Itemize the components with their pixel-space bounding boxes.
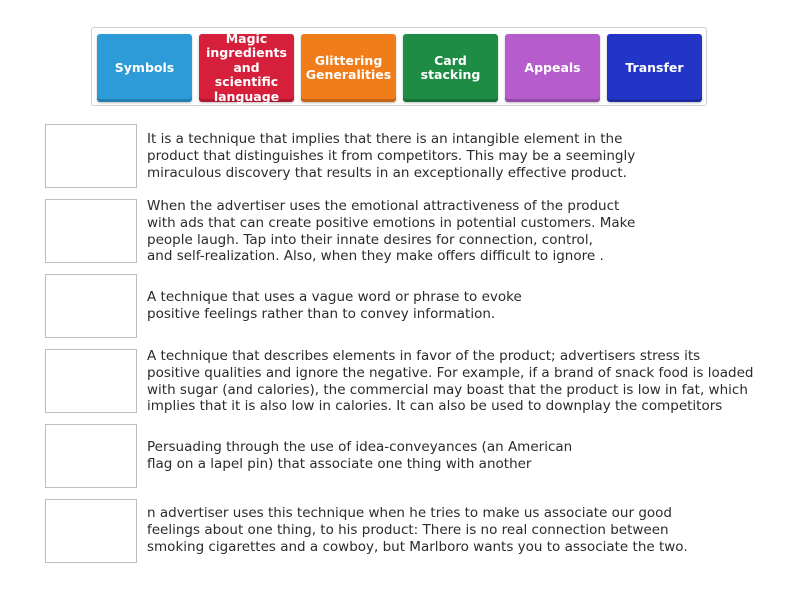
- definition-text: When the advertiser uses the emotional attractiveness of the product with ads that can create positive emotions in potential customers. Make people laugh. Tap into their innate desires for connection, control, and self-realization. Also, when they make offers difficult to ignore .: [147, 198, 636, 265]
- card-label: Symbols: [114, 59, 175, 75]
- drop-slot[interactable]: [45, 274, 137, 338]
- definition-text: Persuading through the use of idea-conveyances (an American flag on a lapel pin) that associate one thing with another: [147, 439, 573, 472]
- card-appeals[interactable]: [505, 34, 600, 102]
- match-row: [45, 424, 765, 490]
- card-label: Appeals: [524, 59, 581, 75]
- match-row: [45, 124, 765, 190]
- card-label: Magic ingredients and scientific language: [206, 30, 287, 104]
- answer-card-tray: [91, 27, 707, 106]
- definition-text: n advertiser uses this technique when he tries to make us associate our good feelings about one thing, to his product: There is no real connection between smoking cigarettes and a cowboy, but Marlboro wants you to associate the two.: [147, 505, 688, 555]
- match-row: [45, 499, 765, 565]
- card-transfer[interactable]: [607, 34, 702, 102]
- definition-text: A technique that describes elements in favor of the product; advertisers stress its positive qualities and ignore the negative. For example, if a brand of snack food is loaded with sugar (and calories), the commercial may boast that the product is low in fat, which implies that it is also low in calories. It can also be used to downplay the competitors: [147, 348, 754, 415]
- card-glittering-generalities[interactable]: [301, 34, 396, 102]
- drop-slot[interactable]: [45, 349, 137, 413]
- card-card-stacking[interactable]: [403, 34, 498, 102]
- match-row: [45, 349, 765, 415]
- match-row: [45, 274, 765, 340]
- card-symbols[interactable]: [97, 34, 192, 102]
- card-label: Glittering Generalities: [305, 52, 392, 82]
- card-label: Card stacking: [420, 52, 481, 82]
- card-label: Transfer: [625, 59, 684, 75]
- drop-slot[interactable]: [45, 424, 137, 488]
- card-magic-ingredients[interactable]: [199, 30, 294, 104]
- drop-slot[interactable]: [45, 124, 137, 188]
- drop-slot[interactable]: [45, 199, 137, 263]
- definition-text: A technique that uses a vague word or phrase to evoke positive feelings rather than to convey information.: [147, 289, 522, 322]
- definition-text: It is a technique that implies that there is an intangible element in the product that distinguishes it from competitors. This may be a seemingly miraculous discovery that results in an exceptionally effective product.: [147, 131, 636, 181]
- match-row: [45, 199, 765, 265]
- drop-slot[interactable]: [45, 499, 137, 563]
